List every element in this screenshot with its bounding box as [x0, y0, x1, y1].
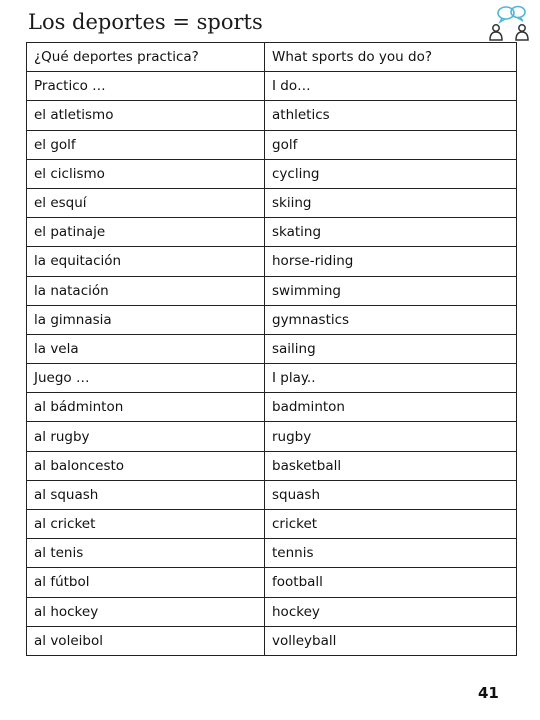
table-row — [27, 247, 517, 276]
spanish-term: la natación — [27, 276, 265, 305]
english-translation: football — [265, 568, 517, 597]
english-translation: rugby — [265, 422, 517, 451]
table-row — [27, 626, 517, 655]
english-translation: squash — [265, 480, 517, 509]
english-translation: swimming — [265, 276, 517, 305]
table-row — [27, 218, 517, 247]
spanish-term: al tenis — [27, 539, 265, 568]
people-chat-icon — [486, 4, 532, 44]
table-row — [27, 364, 517, 393]
table-row — [27, 422, 517, 451]
table-row — [27, 539, 517, 568]
spanish-term: el esquí — [27, 188, 265, 217]
page-number: 41 — [478, 684, 499, 702]
vocabulary-table-body — [27, 43, 517, 656]
table-row — [27, 276, 517, 305]
english-translation: basketball — [265, 451, 517, 480]
table-row — [27, 159, 517, 188]
table-row — [27, 334, 517, 363]
spanish-term: al voleibol — [27, 626, 265, 655]
spanish-term: al bádminton — [27, 393, 265, 422]
table-row — [27, 597, 517, 626]
spanish-term: al baloncesto — [27, 451, 265, 480]
english-translation: I play.. — [265, 364, 517, 393]
english-translation: golf — [265, 130, 517, 159]
spanish-term: el patinaje — [27, 218, 265, 247]
english-translation: skating — [265, 218, 517, 247]
spanish-term: el ciclismo — [27, 159, 265, 188]
english-translation: cycling — [265, 159, 517, 188]
spanish-term: al rugby — [27, 422, 265, 451]
spanish-term: al hockey — [27, 597, 265, 626]
table-row — [27, 393, 517, 422]
vocabulary-table — [26, 42, 517, 656]
spanish-term: al fútbol — [27, 568, 265, 597]
table-row — [27, 568, 517, 597]
spanish-term: al cricket — [27, 510, 265, 539]
spanish-term: el atletismo — [27, 101, 265, 130]
spanish-term: el golf — [27, 130, 265, 159]
english-translation: volleyball — [265, 626, 517, 655]
table-row — [27, 305, 517, 334]
spanish-term: ¿Qué deportes practica? — [27, 43, 265, 72]
table-row — [27, 188, 517, 217]
table-row — [27, 480, 517, 509]
spanish-term: la vela — [27, 334, 265, 363]
spanish-term: Juego … — [27, 364, 265, 393]
spanish-term: Practico … — [27, 72, 265, 101]
english-translation: What sports do you do? — [265, 43, 517, 72]
english-translation: badminton — [265, 393, 517, 422]
english-translation: sailing — [265, 334, 517, 363]
spanish-term: la gimnasia — [27, 305, 265, 334]
table-row — [27, 510, 517, 539]
english-translation: athletics — [265, 101, 517, 130]
english-translation: skiing — [265, 188, 517, 217]
table-row — [27, 72, 517, 101]
table-row — [27, 130, 517, 159]
english-translation: gymnastics — [265, 305, 517, 334]
spanish-term: al squash — [27, 480, 265, 509]
english-translation: horse-riding — [265, 247, 517, 276]
english-translation: tennis — [265, 539, 517, 568]
page-title: Los deportes = sports — [28, 10, 263, 34]
spanish-term: la equitación — [27, 247, 265, 276]
english-translation: I do… — [265, 72, 517, 101]
table-row — [27, 451, 517, 480]
english-translation: hockey — [265, 597, 517, 626]
table-row — [27, 101, 517, 130]
table-row — [27, 43, 517, 72]
english-translation: cricket — [265, 510, 517, 539]
